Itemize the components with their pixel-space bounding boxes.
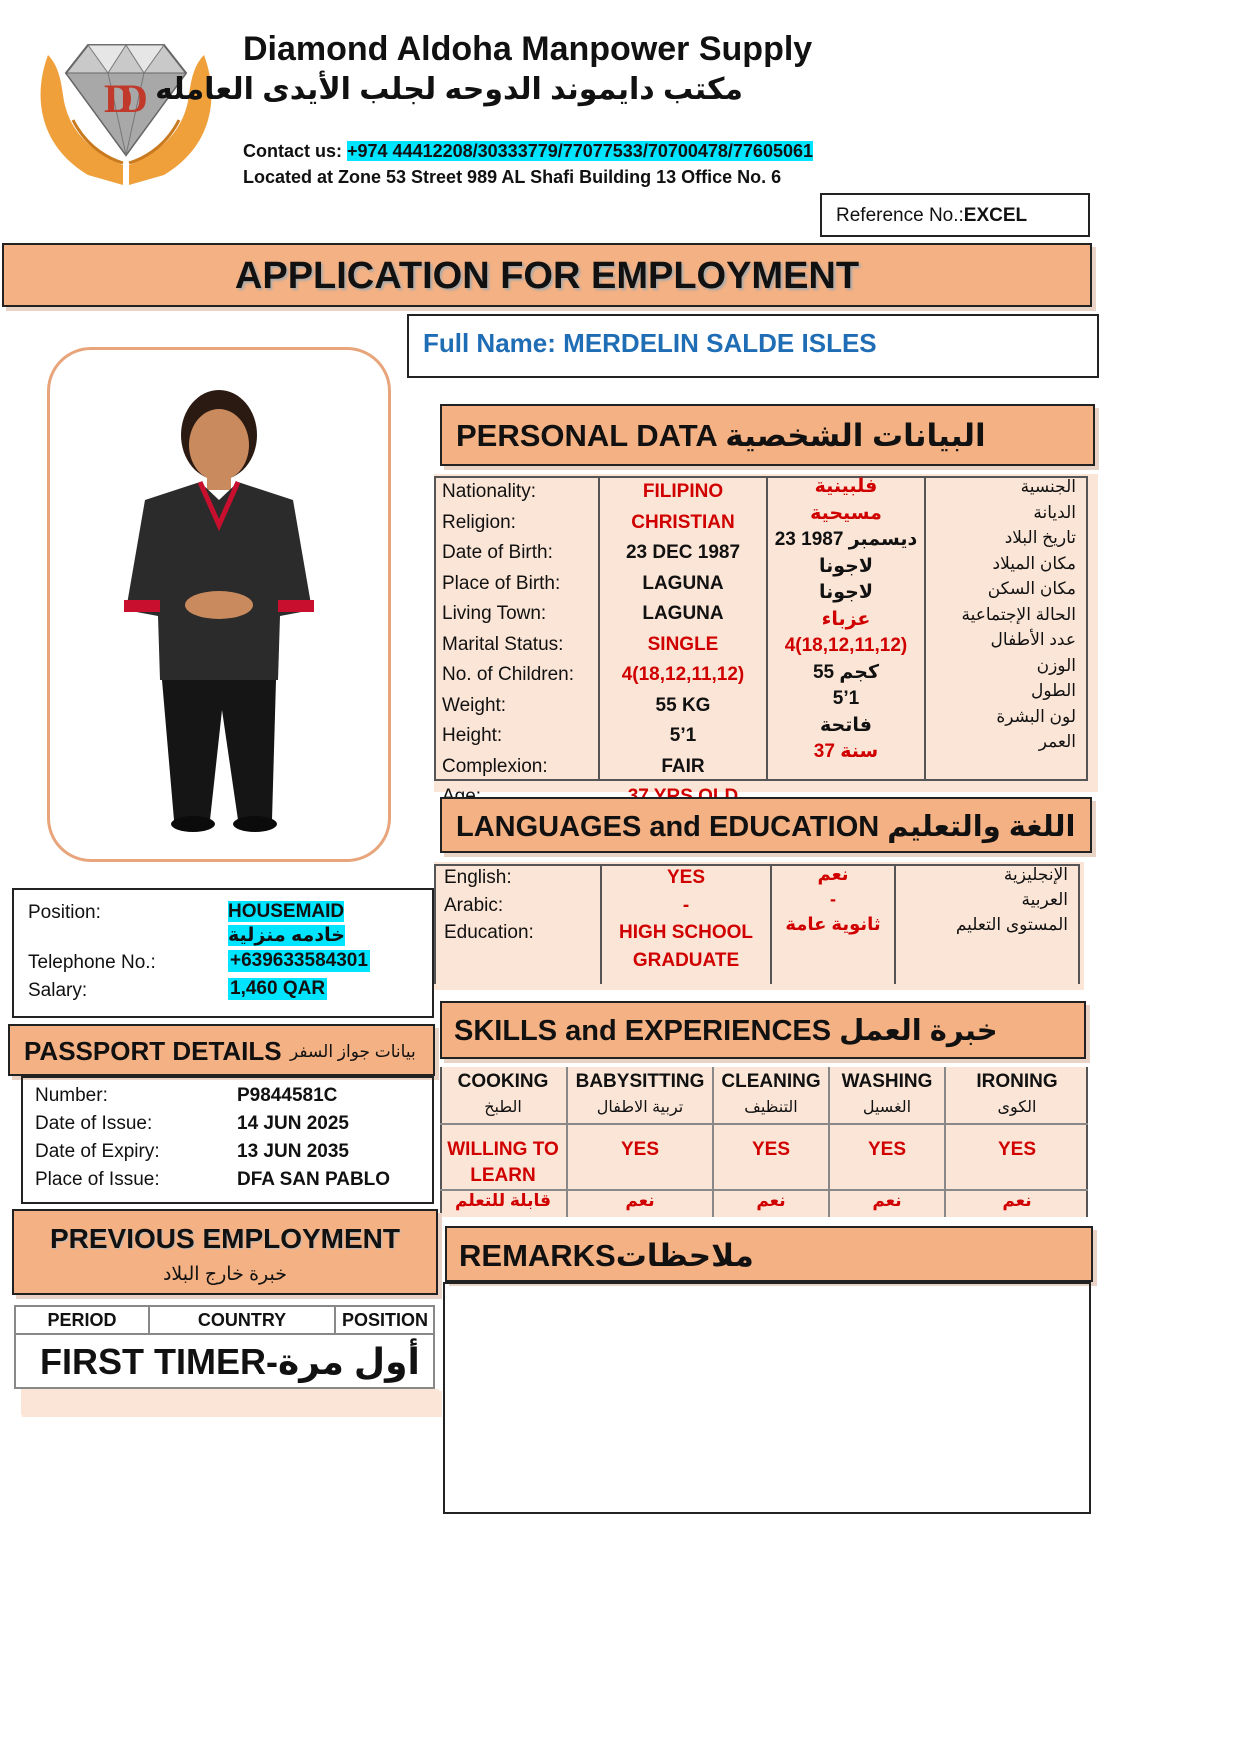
personal-value-ar: لاجونا (818, 582, 874, 603)
language-label: Education: (444, 922, 534, 943)
personal-value: LAGUNA (642, 603, 724, 624)
skill-value-ar: نعم (872, 1191, 902, 1210)
applicant-photo (47, 347, 391, 862)
salary-value: 1,460 QAR (230, 978, 326, 999)
personal-label: No. of Children: (442, 664, 575, 685)
personal-label-ar: مكان السكن (987, 579, 1076, 598)
skills-title: SKILLS and EXPERIENCES خبرة العمل (454, 1015, 998, 1047)
language-value-ar: ثانوية عامة (785, 914, 881, 934)
reference-label: Reference No.: (836, 205, 964, 226)
company-name-en: Diamond Aldoha Manpower Supply (243, 30, 813, 68)
skill-name: IRONING (976, 1071, 1058, 1092)
personal-label-ar: العمر (1038, 732, 1076, 751)
remarks-box[interactable] (443, 1282, 1091, 1514)
language-label-ar: العربية (1021, 890, 1068, 909)
previous-employment-table (14, 1305, 435, 1389)
personal-value-ar: لاجونا (818, 555, 874, 577)
personal-label: Complexion: (442, 755, 548, 777)
contact-label: Contact us: (243, 141, 342, 161)
skill-name-ar: الغسيل (862, 1099, 912, 1116)
languages-table (434, 862, 1084, 990)
skill-name: BABYSITTING (575, 1071, 705, 1092)
company-name-ar: مكتب دايموند الدوحه لجلب الأيدى العامله (155, 73, 743, 106)
skill-value-ar: نعم (625, 1191, 655, 1210)
languages-band (440, 797, 1092, 853)
skills-table (440, 1067, 1088, 1217)
skills-band (440, 1001, 1086, 1059)
address-line: Located at Zone 53 Street 989 AL Shafi Building 13 Office No. 6 (243, 167, 782, 187)
logo-letters: DD (104, 76, 134, 121)
language-value: - (682, 894, 690, 916)
personal-data-title: PERSONAL DATA البيانات الشخصية (456, 418, 986, 453)
salary-label: Salary: (28, 980, 88, 1001)
passport-title-en: PASSPORT DETAILS (24, 1036, 282, 1066)
skill-name-ar: التنظيف (744, 1099, 798, 1116)
personal-value-ar: فاتحة (820, 714, 872, 736)
language-label: English: (444, 867, 512, 888)
personal-label: Religion: (442, 511, 516, 533)
passport-values (237, 1082, 427, 1194)
position-value-en: HOUSEMAID (228, 901, 345, 922)
personal-value-ar: 5’1 (832, 688, 860, 709)
language-label-ar: الإنجليزية (1003, 865, 1068, 884)
passport-title-ar: بيانات جواز السفر (290, 1042, 416, 1061)
personal-value-ar: 4(18,12,11,12) (784, 635, 908, 656)
personal-value: 5’1 (669, 725, 697, 746)
full-name-label: Full Name: (423, 328, 556, 358)
previous-employment-title-ar: خبرة خارج البلاد (162, 1264, 288, 1285)
personal-value: SINGLE (647, 633, 719, 655)
personal-value: FAIR (661, 755, 705, 777)
personal-value: LAGUNA (642, 572, 724, 594)
application-title-band (2, 243, 1092, 307)
position-value (228, 900, 345, 948)
skill-value-ar: نعم (756, 1191, 786, 1210)
full-name-box (407, 314, 1099, 378)
header-country: COUNTRY (197, 1310, 287, 1330)
remarks-title: REMARKSملاحظات (459, 1238, 754, 1273)
personal-values-ar (768, 474, 924, 766)
skill-name: COOKING (457, 1071, 549, 1092)
previous-employment-title-en: PREVIOUS EMPLOYMENT (49, 1223, 401, 1254)
personal-label-ar: تاريخ البلاد (1004, 528, 1076, 547)
skill-value: YES (620, 1139, 660, 1160)
personal-labels (442, 477, 592, 813)
personal-label: Weight: (442, 694, 507, 716)
personal-value: 4(18,12,11,12) (621, 664, 745, 685)
languages-title: LANGUAGES and EDUCATION اللغة والتعليم (456, 811, 1076, 843)
personal-data-table (434, 474, 1098, 792)
personal-value: 23 DEC 1987 (625, 542, 741, 563)
personal-label-ar: مكان الميلاد (992, 553, 1076, 573)
personal-label-ar: لون البشرة (996, 706, 1076, 726)
skill-value: WILLING TO LEARN (447, 1139, 559, 1186)
personal-label-ar: الديانة (1033, 502, 1076, 522)
contact-line (243, 141, 813, 162)
skill-value-ar: قابلة للتعلم (455, 1191, 551, 1210)
passport-label: Number: (35, 1085, 108, 1106)
reference-box (820, 193, 1090, 237)
language-value-ar: - (830, 889, 836, 909)
personal-label: Height: (442, 725, 503, 746)
skill-name: WASHING (841, 1071, 933, 1092)
personal-label: Nationality: (442, 481, 536, 502)
personal-value-ar: 37 سنة (813, 741, 879, 762)
personal-label: Date of Birth: (442, 542, 553, 563)
passport-value: DFA SAN PABLO (237, 1169, 391, 1190)
personal-values (600, 477, 766, 813)
application-title: APPLICATION FOR EMPLOYMENT (234, 255, 860, 297)
language-label: Arabic: (444, 894, 504, 916)
full-name-value: MERDELIN SALDE ISLES (563, 328, 877, 358)
passport-value: 13 JUN 2035 (237, 1141, 349, 1162)
language-labels-ar (896, 862, 1068, 937)
personal-value: CHRISTIAN (631, 511, 735, 533)
passport-box (21, 1076, 434, 1204)
personal-label-ar: الجنسية (1020, 477, 1076, 496)
skill-value: YES (997, 1139, 1037, 1160)
personal-value: FILIPINO (642, 481, 724, 502)
personal-value-ar: 23 ديسمبر 1987 (774, 529, 918, 550)
remarks-band (445, 1226, 1093, 1282)
position-value-ar: خادمه منزلية (228, 925, 345, 946)
reference-value: EXCEL (963, 205, 1028, 226)
personal-label-ar: الطول (1031, 681, 1076, 700)
skill-name: CLEANING (721, 1071, 821, 1092)
previous-employment-shade (21, 1389, 439, 1415)
company-logo (28, 35, 224, 193)
skill-name-ar: الطبخ (484, 1099, 522, 1116)
passport-label: Place of Issue: (35, 1169, 160, 1190)
skill-value: YES (867, 1139, 907, 1160)
phone-value: +639633584301 (230, 950, 368, 971)
contact-numbers: +974 44412208/30333779/77077533/70700478/77605061 (347, 141, 813, 161)
position-label: Position: (28, 902, 101, 923)
skill-value-ar: نعم (1002, 1191, 1032, 1210)
skill-name-ar: الكوى (997, 1099, 1037, 1116)
language-value: HIGH SCHOOL GRADUATE (618, 922, 754, 971)
personal-value-ar: مسيحية (810, 502, 882, 524)
personal-value-ar: 55 كجم (812, 661, 880, 683)
language-labels (444, 864, 594, 947)
personal-value-ar: فلبينية (814, 476, 878, 497)
personal-label: Marital Status: (442, 633, 564, 655)
previous-employment-entry: FIRST TIMER-أول مرة (40, 1341, 420, 1382)
language-label-ar: المستوى التعليم (955, 915, 1068, 934)
personal-label: Living Town: (442, 603, 547, 624)
personal-label-ar: الحالة الإجتماعية (961, 604, 1076, 624)
passport-labels (35, 1082, 235, 1194)
language-values (602, 864, 770, 974)
previous-employment-band (12, 1209, 438, 1295)
personal-label: Place of Birth: (442, 572, 561, 594)
header-position: POSITION (341, 1310, 428, 1330)
position-box (12, 888, 434, 1018)
personal-label-ar: الوزن (1036, 655, 1076, 675)
passport-band (8, 1024, 435, 1076)
personal-label-ar: عدد الأطفال (990, 630, 1076, 649)
skill-name-ar: تربية الاطفال (596, 1099, 684, 1116)
header-period: PERIOD (47, 1310, 117, 1330)
person-silhouette-icon (50, 350, 388, 859)
passport-label: Date of Issue: (35, 1113, 153, 1134)
personal-value: 55 KG (655, 694, 711, 716)
language-value-ar: نعم (817, 864, 849, 884)
language-values-ar (772, 862, 894, 937)
passport-label: Date of Expiry: (35, 1141, 160, 1162)
personal-data-band (440, 404, 1095, 466)
passport-value: P9844581C (237, 1085, 338, 1106)
phone-label: Telephone No.: (28, 952, 156, 973)
personal-labels-ar (926, 474, 1076, 755)
skill-value: YES (751, 1139, 791, 1160)
personal-value-ar: عزباء (821, 608, 871, 630)
language-value: YES (666, 867, 706, 888)
passport-value: 14 JUN 2025 (237, 1113, 349, 1134)
